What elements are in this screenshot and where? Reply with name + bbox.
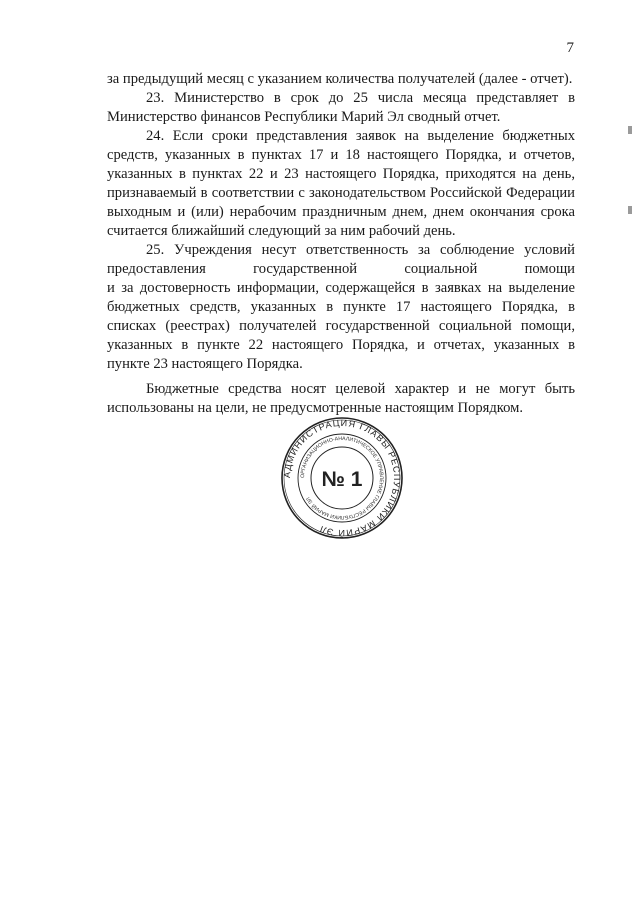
seal-number: № 1 [321,468,363,491]
official-seal [280,416,404,540]
paragraph-item-25: 25. Учреждения несут ответственность за соблюдение условий предоставления государственной социальной помощи [107,242,575,277]
paragraph-item-24: 24. Если сроки представления заявок на выделение бюджетных средств, указанных в пунктах 17 и 18 настоящего Порядка, и отчетов, указанных в пунктах 22 и 23 настоящего Порядка, приходятся на день, признаваемый в соответствии с законодательством Российской Федерации выходным и (или) нерабочим праздничным днем, днем окончания срока считается ближайший следующий за ним рабочий день. [107,128,575,239]
paragraph-item-23: 23. Министерство в срок до 25 числа месяца представляет в Министерство финансов Республики Марий Эл сводный отчет. [107,90,575,125]
seal-outer-text-path: АДМИНИСТРАЦИЯ ГЛАВЫ РЕСПУБЛИКИ МАРИЙ ЭЛ [281,417,403,539]
margin-mark [628,206,632,214]
margin-mark [628,126,632,134]
paragraph-continuation: за предыдущий месяц с указанием количества получателей (далее - отчет). [107,71,573,87]
seal-inner-text-path: ОРГАНИЗАЦИОННО-АНАЛИТИЧЕСКОЕ УПРАВЛЕНИЕ ГЛАВЫ РЕСПУБЛИКИ МАРИЙ ЭЛ [299,435,385,521]
document-body [107,70,575,418]
paragraph-item-25-continued: и за достоверность информации, содержащейся в заявках на выделение бюджетных средств, указанных в пункте 17 настоящего Порядка, в списках (реестрах) получателей государственной социальной помощи, указанных в пункте 22 настоящего Порядка, и отчетах, указанных в пункте 23 настоящего Порядка. [107,280,575,372]
paragraph-budget-funds: Бюджетные средства носят целевой характер и не могут быть использованы на цели, не предусмотренные настоящим Порядком. [107,381,575,416]
page-number: 7 [566,40,574,56]
seal-graphic [280,416,404,540]
